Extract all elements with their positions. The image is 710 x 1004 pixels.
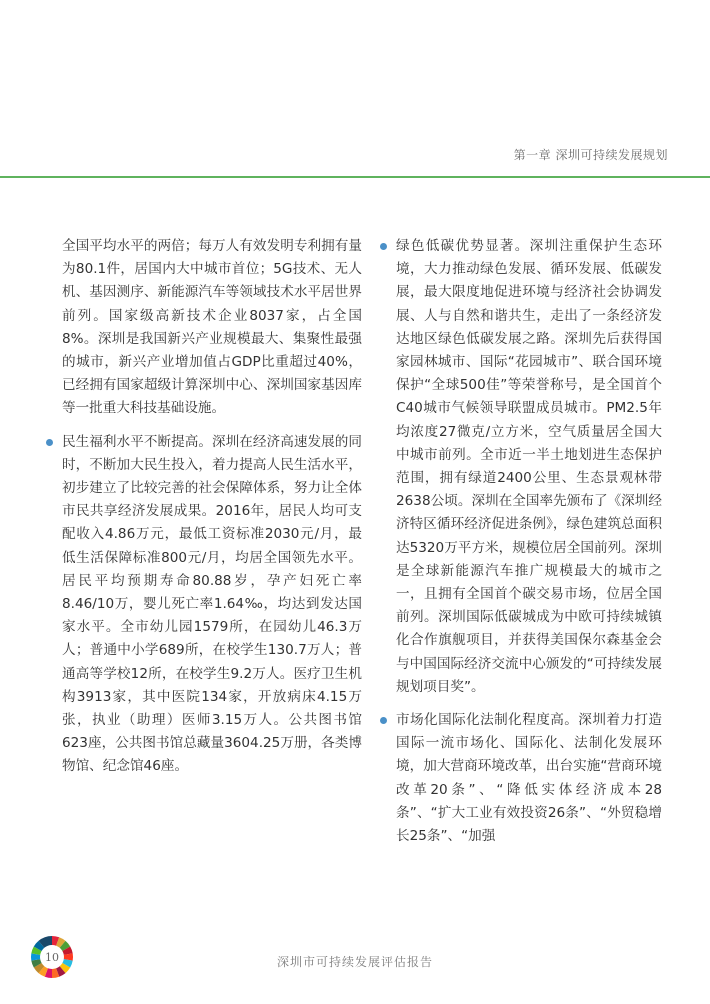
paragraph-innovation-continuation: 全国平均水平的两倍；每万人有效发明专利拥有量为80.1件，居国内大中城市首位；5G技术、无人机、基因测序、新能源汽车等领域技术水平居世界前列。国家级高新技术企业8037家，占全国8%。深圳是我国新兴产业规模最大、集聚性最强的城市，新兴产业增加值占GDP比重超过40%，已经拥有国家超级计算深圳中心、深圳国家基因库等一批重大科技基础设施。 (62, 238, 362, 417)
bullet-green-text: 绿色低碳优势显著。深圳注重保护生态环境，大力推动绿色发展、循环发展、低碳发展，最大限度地促进环境与经济社会协调发展、人与自然和谐共生，走出了一条经济发达地区绿色低碳发展之路。深圳先后获得国家园林城市、国际“花园城市”、联合国环境保护“全球500佳”等荣誉称号，是全国首个C40城市气候领导联盟成员城市。PM2.5年均浓度27微克/立方米，空气质量居全国大中城市前列。全市近一半土地划进生态保护范围，拥有绿道2400公里、生态景观林带2638公顷。深圳在全国率先颁布了《深圳经济特区循环经济促进条例》，绿色建筑总面积达5320万平方米，规模位居全国前列。深圳是全球新能源汽车推广规模最大的城市之一，且拥有全国首个碳交易市场，位居全国前列。深圳国际低碳城成为中欧可持续城镇化合作旗舰项目，并获得美国保尔森基金会与中国国际经济交流中心颁发的“可持续发展规划项目奖”。 (396, 238, 662, 695)
bullet-dot-icon (380, 717, 387, 724)
footer-report-title: 深圳市可持续发展评估报告 (276, 955, 433, 969)
header-rule (0, 176, 710, 178)
page-number: 10 (45, 950, 59, 964)
bullet-dot-icon (46, 439, 53, 446)
running-header: 第一章 深圳可持续发展规划 (513, 148, 668, 162)
right-column (396, 235, 662, 848)
bullet-market (396, 709, 662, 848)
bullet-market-text: 市场化国际化法制化程度高。深圳着力打造国际一流市场化、国际化、法制化发展环境，加大营商环境改革，出台实施“营商环境改革20条”、“降低实体经济成本28条”、“扩大工业有效投资26条”、“外贸稳增长25条”、“加强 (396, 712, 662, 845)
bullet-green (396, 235, 662, 699)
bullet-dot-icon (380, 243, 387, 250)
bullet-welfare (62, 431, 362, 779)
left-column (62, 235, 362, 779)
bullet-welfare-text: 民生福利水平不断提高。深圳在经济高速发展的同时，不断加大民生投入，着力提高人民生活水平，初步建立了比较完善的社会保障体系，努力让全体市民共享经济发展成果。2016年，居民人均可支配收入4.86万元，最低工资标准2030元/月，最低生活保障标准800元/月，均居全国领先水平。居民平均预期寿命80.88岁，孕产妇死亡率8.46/10万，婴儿死亡率1.64‰，均达到发达国家水平。全市幼儿园1579所，在园幼儿46.3万人；普通中小学689所，在校学生130.7万人；普通高等学校12所，在校学生9.2万人。医疗卫生机构3913家，其中医院134家，开放病床4.15万张，执业（助理）医师3.15万人。公共图书馆623座，公共图书馆总藏量3604.25万册，各类博物馆、纪念馆46座。 (62, 433, 362, 775)
